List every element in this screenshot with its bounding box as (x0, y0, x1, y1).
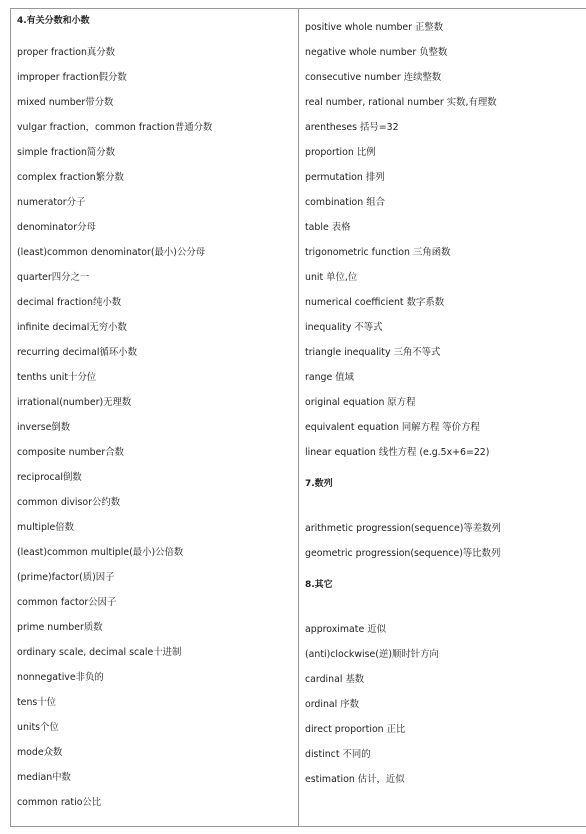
term-item: permutation 排列 (305, 172, 385, 183)
section-heading-other: 8.其它 (305, 580, 333, 590)
term-item: inequality 不等式 (305, 322, 383, 333)
term-item: units个位 (17, 722, 59, 733)
term-item: consecutive number 连续整数 (305, 72, 442, 83)
term-item: median中数 (17, 772, 71, 783)
term-item: tenths unit十分位 (17, 372, 97, 383)
term-item: common divisor公约数 (17, 497, 121, 508)
term-item: reciprocal倒数 (17, 472, 82, 483)
term-item: numerator分子 (17, 197, 86, 208)
term-item: estimation 估计，近似 (305, 774, 405, 785)
section-other (305, 579, 586, 792)
term-item: simple fraction简分数 (17, 147, 116, 158)
section-heading-sequences: 7.数列 (305, 479, 333, 489)
term-item: infinite decimal无穷小数 (17, 322, 127, 333)
other-term-list (305, 617, 586, 792)
right-column (299, 9, 586, 827)
term-item: decimal fraction纯小数 (17, 297, 122, 308)
term-item: (prime)factor(质)因子 (17, 572, 115, 583)
left-term-list (17, 40, 292, 815)
term-item: recurring decimal循环小数 (17, 347, 137, 358)
term-item: approximate 近似 (305, 624, 386, 635)
term-item: (least)common denominator(最小)公分母 (17, 247, 206, 258)
term-item: proportion 比例 (305, 147, 376, 158)
term-item: (least)common multiple(最小)公倍数 (17, 547, 184, 558)
term-item: improper fraction假分数 (17, 72, 127, 83)
term-item: table 表格 (305, 222, 351, 233)
term-item: mixed number带分数 (17, 97, 114, 108)
term-item: linear equation 线性方程 (e.g.5x+6=22) (305, 447, 490, 458)
vocabulary-table (10, 8, 586, 827)
term-item: equivalent equation 同解方程 等价方程 (305, 422, 480, 433)
term-item: triangle inequality 三角不等式 (305, 347, 441, 358)
term-item: trigonometric function 三角函数 (305, 247, 451, 258)
term-item: quarter四分之一 (17, 272, 90, 283)
term-item: arithmetic progression(sequence)等差数列 (305, 523, 501, 534)
term-item: combination 组合 (305, 197, 385, 208)
term-item: numerical coefficient 数字系数 (305, 297, 445, 308)
term-item: ordinal 序数 (305, 699, 360, 710)
term-item: range 值域 (305, 372, 354, 383)
term-item: cardinal 基数 (305, 674, 365, 685)
term-item: common ratio公比 (17, 797, 102, 808)
term-item: arentheses 括号=32 (305, 122, 399, 133)
term-item: distinct 不同的 (305, 749, 371, 760)
section-sequences (305, 478, 586, 566)
term-item: (anti)clockwise(逆)顺时针方向 (305, 649, 439, 660)
term-item: negative whole number 负整数 (305, 47, 448, 58)
term-item: vulgar fraction，common fraction普通分数 (17, 122, 213, 133)
term-item: complex fraction繁分数 (17, 172, 124, 183)
sequence-term-list (305, 516, 586, 566)
term-item: nonnegative非负的 (17, 672, 104, 683)
term-item: denominator分母 (17, 222, 96, 233)
term-item: inverse倒数 (17, 422, 71, 433)
term-item: prime number质数 (17, 622, 103, 633)
term-item: common factor公因子 (17, 597, 117, 608)
term-item: geometric progression(sequence)等比数列 (305, 548, 501, 559)
term-item: mode众数 (17, 747, 63, 758)
left-column (11, 9, 299, 827)
term-item: original equation 原方程 (305, 397, 416, 408)
right-term-list (305, 15, 586, 465)
term-item: positive whole number 正整数 (305, 22, 444, 33)
term-item: ordinary scale, decimal scale十进制 (17, 647, 182, 658)
term-item: proper fraction真分数 (17, 47, 116, 58)
term-item: unit 单位,位 (305, 272, 358, 283)
term-item: composite number合数 (17, 447, 124, 458)
term-item: tens十位 (17, 697, 57, 708)
term-item: irrational(number)无理数 (17, 397, 132, 408)
term-item: direct proportion 正比 (305, 724, 406, 735)
term-item: multiple倍数 (17, 522, 75, 533)
section-heading-fractions: 4.有关分数和小数 (17, 16, 90, 26)
term-item: real number, rational number 实数,有理数 (305, 97, 497, 108)
